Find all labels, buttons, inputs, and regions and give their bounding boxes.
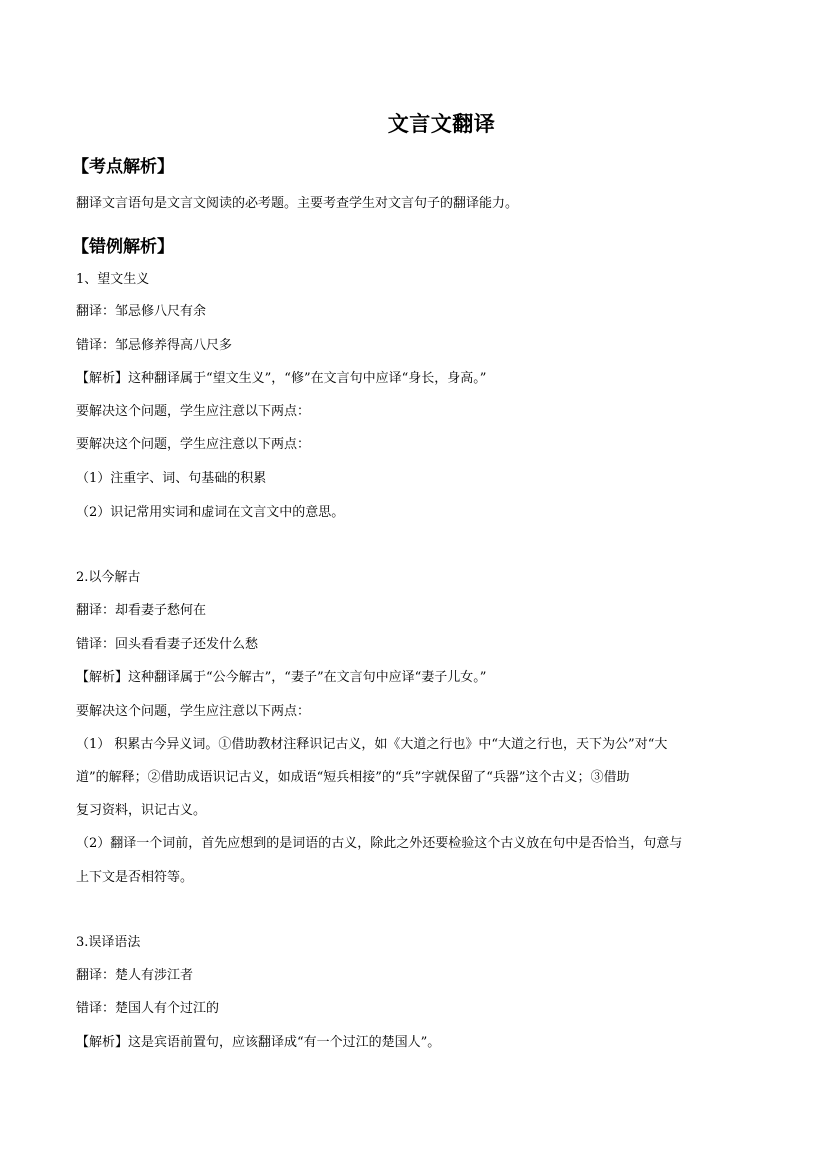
example-2-title: 2.以今解古 <box>76 570 141 585</box>
example-1-analysis <box>76 371 756 387</box>
example-2-point-2-line-1: （2）翻译一个词前，首先应想到的是词语的古义，除此之外还要检验这个古义放在句中是否恰当，句意与 <box>76 836 683 851</box>
example-2-point-1-line-2: 道”的解释；②借助成语识记古义，如成语“短兵相接”的“兵”字就保留了“兵器”这个古义；③借助 <box>76 770 630 785</box>
example-2-analysis <box>76 670 756 686</box>
example-1-point-1: （1）注重字、词、句基础的积累 <box>76 471 267 486</box>
analysis-tag: 【解析】 <box>76 1035 129 1050</box>
page-title-text: 文言文翻译 <box>387 112 496 136</box>
section-heading-error-examples: 【错例解析】 <box>72 237 174 257</box>
analysis-text: 这种翻译属于“公今解古”，“妻子”在文言句中应译“妻子儿女。” <box>128 670 487 685</box>
analysis-text: 这是宾语前置句，应该翻译成“有一个过江的楚国人”。 <box>128 1035 441 1050</box>
example-1-translation: 翻译：邹忌修八尺有余 <box>76 304 207 319</box>
example-3-translation: 翻译：楚人有涉江者 <box>76 968 194 983</box>
section-heading-exam-points: 【考点解析】 <box>72 157 174 177</box>
example-2-error: 错译：回头看看妻子还发什么愁 <box>76 637 259 652</box>
analysis-tag: 【解析】 <box>76 670 129 685</box>
example-2-point-1-line-3: 复习资料，识记古义。 <box>76 803 207 818</box>
example-1-note-b: 要解决这个问题，学生应注意以下两点： <box>76 437 311 452</box>
example-3-analysis <box>76 1035 756 1051</box>
page-title <box>0 108 827 138</box>
example-2-point-2-line-2: 上下文是否相符等。 <box>76 870 194 885</box>
example-1-note-a: 要解决这个问题，学生应注意以下两点： <box>76 404 311 419</box>
example-2-note: 要解决这个问题，学生应注意以下两点： <box>76 704 311 719</box>
analysis-text: 这种翻译属于“望文生义”，“修”在文言句中应译“身长，身高。” <box>128 371 487 386</box>
example-3-error: 错译：楚国人有个过江的 <box>76 1001 220 1016</box>
example-1-point-2: （2）识记常用实词和虚词在文言文中的意思。 <box>76 505 345 520</box>
example-1-title: 1、望文生义 <box>76 272 150 287</box>
example-2-translation: 翻译：却看妻子愁何在 <box>76 603 207 618</box>
exam-points-text: 翻译文言语句是文言文阅读的必考题。主要考查学生对文言句子的翻译能力。 <box>76 196 519 211</box>
example-3-title: 3.误译语法 <box>76 935 141 950</box>
analysis-tag: 【解析】 <box>76 371 129 386</box>
example-1-error: 错译：邹忌修养得高八尺多 <box>76 338 233 353</box>
example-2-point-1-line-1: （1） 积累古今异义词。①借助教材注释识记古义，如《大道之行也》中“大道之行也，天下为公”对“大 <box>76 737 668 752</box>
